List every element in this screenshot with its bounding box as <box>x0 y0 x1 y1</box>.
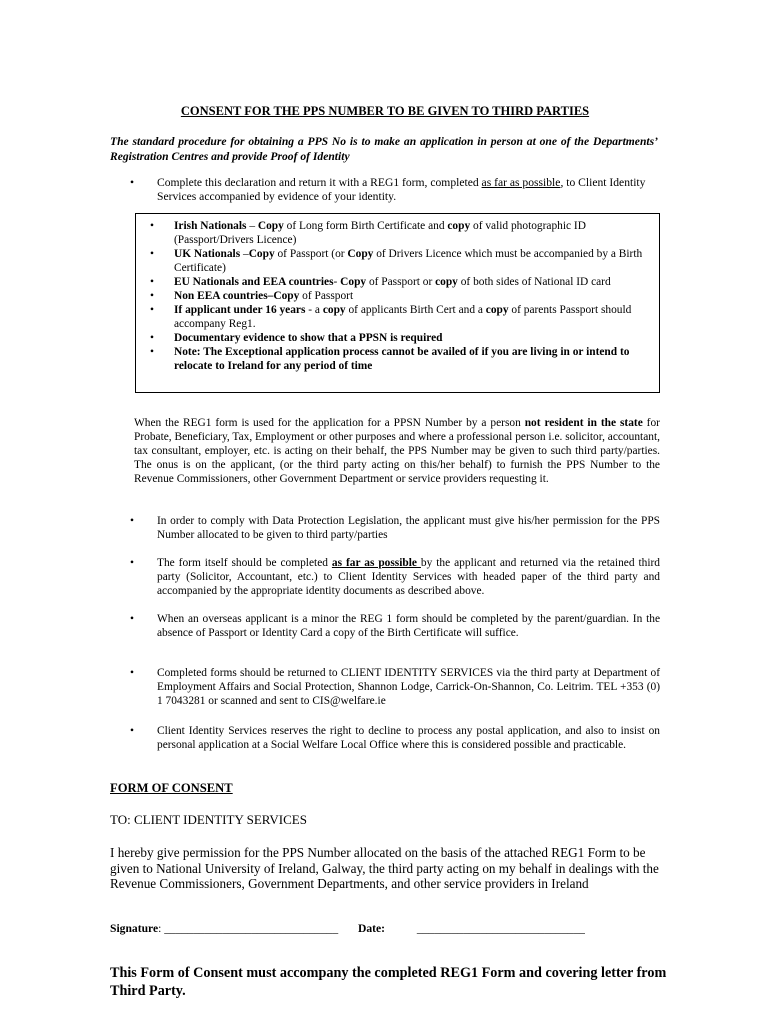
box-list-item <box>142 331 653 345</box>
instruction-text: When an overseas applicant is a minor the REG 1 form should be completed by the parent/guardian. In the absence of Passport or Identity Card a copy of the Birth Certificate will suffice. <box>157 613 660 639</box>
instruction-text: Completed forms should be returned to CLIENT IDENTITY SERVICES via the third party at Department of Employment Affairs and Social Protection, Shannon Lodge, Carrick-On-Shannon, Co. Leitrim. TEL +353 (0) 1 7043281 or scanned and sent to CIS@welfare.ie <box>157 667 660 707</box>
signature-row: Signature: ______________________________ Date: _____________________________ <box>110 922 585 935</box>
bullet-icon: • <box>130 176 135 189</box>
bullet-icon: • <box>130 613 134 625</box>
box-list-item <box>142 303 653 331</box>
box-list-item <box>142 345 653 373</box>
instruction-bullet <box>110 612 660 640</box>
box-item-text: Documentary evidence to show that a PPSN is required <box>174 332 443 344</box>
bullet-icon: • <box>150 346 154 358</box>
box-list-item <box>142 247 653 275</box>
bullet-icon: • <box>130 725 134 737</box>
bullet-icon: • <box>130 515 134 527</box>
page-title: CONSENT FOR THE PPS NUMBER TO BE GIVEN TO THIRD PARTIES <box>180 104 590 118</box>
box-item-text: Irish Nationals – Copy of Long form Birth Certificate and copy of valid photographic ID (Passport/Drivers Licence) <box>174 220 586 246</box>
box-list-item <box>142 275 653 289</box>
instruction-bullet <box>110 556 660 598</box>
box-item-text: EU Nationals and EEA countries- Copy of Passport or copy of both sides of National ID card <box>174 276 611 288</box>
box-item-text: If applicant under 16 years - a copy of applicants Birth Cert and a copy of parents Passport should accompany Reg1. <box>174 304 632 330</box>
intro-text: The standard procedure for obtaining a PPS No is to make an application in person at one of the Departments’ Registration Centres and provide Proof of Identity <box>110 135 658 163</box>
bullet-icon: • <box>130 667 134 679</box>
form-of-consent-heading: FORM OF CONSENT <box>110 781 233 795</box>
date-label: Date: <box>357 922 385 935</box>
signature-field[interactable]: ______________________________ <box>164 922 339 935</box>
instruction-text: In order to comply with Data Protection Legislation, the applicant must give his/her permission for the PPS Number allocated to be given to third party/parties <box>157 515 660 541</box>
bullet-icon: • <box>150 290 154 302</box>
box-list-item <box>142 289 653 303</box>
box-list-item <box>142 219 653 247</box>
bullet-icon: • <box>150 304 154 316</box>
instruction-text: Client Identity Services reserves the right to decline to process any postal application, and also to insist on personal application at a Social Welfare Local Office where this is considered possible and practicable. <box>157 725 660 751</box>
identity-documents-box <box>135 213 660 393</box>
declaration-bullet <box>110 176 660 204</box>
date-field[interactable]: _____________________________ <box>416 922 585 935</box>
non-resident-paragraph: When the REG1 form is used for the application for a PPSN Number by a person not resident in the state for Probate, Beneficiary, Tax, Employment or other purposes and where a professional person i.e. solicitor, accountant, tax consultant, employer, etc. is acting on their behalf, the PPS Number may be given to such third party/parties. The onus is on the applicant, (or the third party acting on this/her behalf) to furnish the PPS Number to the Revenue Commissioners, other Government Department or service providers requesting it. <box>134 417 660 485</box>
bullet-icon: • <box>150 276 154 288</box>
bullet-icon: • <box>130 557 134 569</box>
bullet-icon: • <box>150 248 154 260</box>
recipient-line: TO: CLIENT IDENTITY SERVICES <box>110 812 307 827</box>
instruction-bullet <box>110 724 660 752</box>
bullet-icon: • <box>150 220 154 232</box>
instruction-bullet <box>110 666 660 708</box>
instruction-bullet <box>110 514 660 542</box>
box-item-text: Note: The Exceptional application process cannot be availed of if you are living in or intend to relocate to Ireland for any period of time <box>174 346 630 372</box>
instruction-text: The form itself should be completed as far as possible by the applicant and returned via the retained third party (Solicitor, Accountant, etc.) to Client Identity Services with headed paper of the third party and accompanied by the appropriate identity documents as described above. <box>157 557 660 597</box>
signature-label: Signature <box>110 922 159 935</box>
bullet-icon: • <box>150 332 154 344</box>
permission-statement: I hereby give permission for the PPS Number allocated on the basis of the attached REG1 Form to be given to National University of Ireland, Galway, the third party acting on my behalf in dealings with the Revenue Commissioners, Government Departments, and other service providers in Ireland <box>110 845 659 891</box>
declaration-text: Complete this declaration and return it with a REG1 form, completed as far as possible, to Client Identity Services accompanied by evidence of your identity. <box>157 176 646 203</box>
box-item-text: Non EEA countries–Copy of Passport <box>174 290 354 302</box>
closing-note: This Form of Consent must accompany the completed REG1 Form and covering letter from Third Party. <box>110 965 667 999</box>
box-item-text: UK Nationals –Copy of Passport (or Copy of Drivers Licence which must be accompanied by a Birth Certificate) <box>174 248 643 274</box>
